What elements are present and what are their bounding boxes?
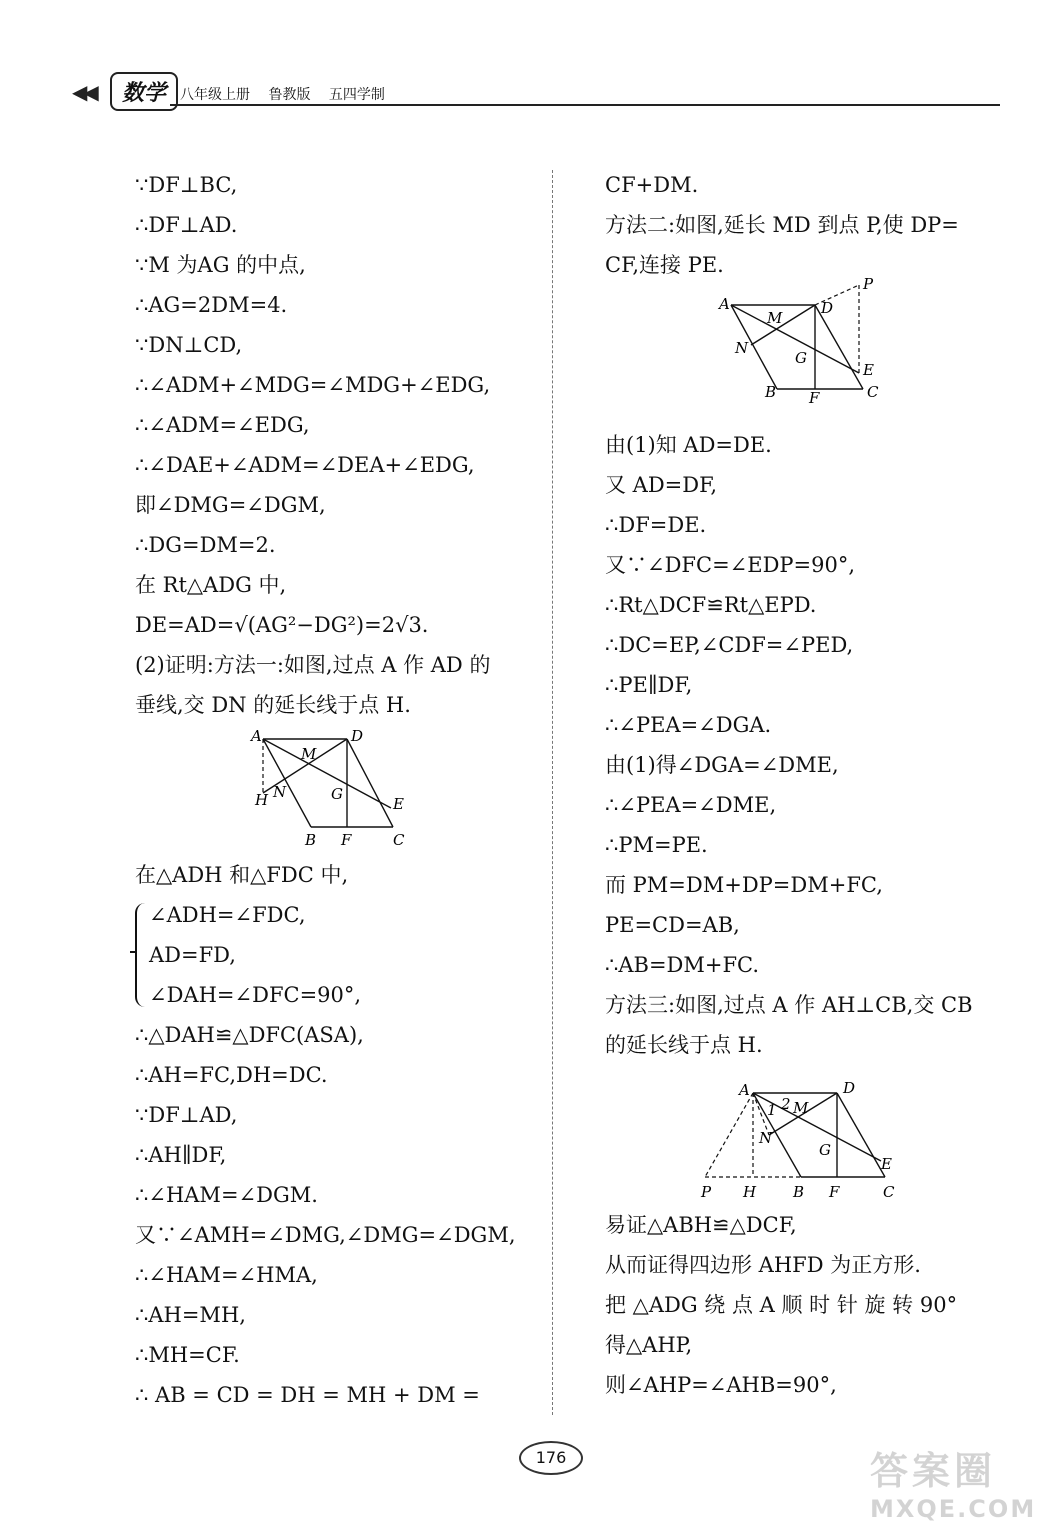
subject-logo: 数学 xyxy=(110,72,178,111)
fig2-segment xyxy=(815,305,863,389)
system-label: 五四学制 xyxy=(328,87,385,103)
fig3-label-c: C xyxy=(883,1183,895,1201)
text-line: ∵M 为AG 的中点, xyxy=(135,253,306,277)
fig1-label-f: F xyxy=(341,831,352,849)
text-line: 易证△ABH≌△DCF, xyxy=(605,1213,797,1237)
text-line: 得△AHP, xyxy=(605,1333,693,1357)
text-line: ∴AB=DM+FC. xyxy=(605,953,760,977)
text-line: ∴∠HAM=∠DGM. xyxy=(135,1183,318,1207)
fig2-label-p: P xyxy=(863,275,874,293)
fig2-segment xyxy=(751,305,815,345)
fig1-label-d: D xyxy=(351,727,364,745)
text-line: CF+DM. xyxy=(605,173,699,197)
watermark xyxy=(870,1440,1040,1530)
fig2-label-g: G xyxy=(795,349,807,367)
fig1-label-a: A xyxy=(251,727,262,745)
text-line: ∴∠PEA=∠DGA. xyxy=(605,713,772,737)
text-line: ∴Rt△DCF≌Rt△EPD. xyxy=(605,593,817,617)
fig3-label-e: E xyxy=(881,1155,892,1173)
text-line: 方法二:如图,延长 MD 到点 P,使 DP= xyxy=(605,213,959,237)
page-header xyxy=(60,70,1000,110)
text-line: ∴∠PEA=∠DME, xyxy=(605,793,777,817)
right-column xyxy=(605,165,1015,1405)
fig3-label-p: P xyxy=(701,1183,712,1201)
text-line: PE=CD=AB, xyxy=(605,913,740,937)
geometry-figure-3 xyxy=(605,1065,1015,1205)
figure-method-two xyxy=(605,275,1015,425)
watermark-en: MXQE.COM xyxy=(870,1495,1037,1523)
fig3-label-g: G xyxy=(819,1141,831,1159)
text-line: 即∠DMG=∠DGM, xyxy=(135,493,326,517)
double-arrow-icon: ◀◀ xyxy=(72,80,95,104)
fig2-label-m: M xyxy=(767,309,783,327)
text-line: ∴PM=PE. xyxy=(605,833,708,857)
left-column xyxy=(135,165,545,1415)
fig2-label-d: D xyxy=(821,299,834,317)
text-line: 在△ADH 和△FDC 中, xyxy=(135,863,349,887)
fig1-segment xyxy=(347,739,393,827)
text-line: ∴∠ADM=∠EDG, xyxy=(135,413,310,437)
text-line: ∴DF⊥AD. xyxy=(135,213,238,237)
fig2-label-c: C xyxy=(867,383,879,401)
text-line: 把 △ADG 绕 点 A 顺 时 针 旋 转 90° xyxy=(605,1293,958,1317)
fig3-label-1: 1 xyxy=(767,1101,777,1119)
text-line: 的延长线于点 H. xyxy=(605,1033,763,1057)
brace-line: ∠ADH=∠FDC, xyxy=(149,903,306,927)
figure-method-one xyxy=(135,725,545,855)
fig2-label-e: E xyxy=(863,361,874,379)
text-line: 由(1)得∠DGA=∠DME, xyxy=(605,753,839,777)
grade-label: 八年级上册 xyxy=(180,87,250,103)
fig1-label-n: N xyxy=(273,783,287,801)
text-line: ∴ AB = CD = DH = MH + DM = xyxy=(135,1383,480,1407)
column-divider xyxy=(552,170,553,1415)
brace-mark xyxy=(135,903,147,1007)
text-line: ∴AG=2DM=4. xyxy=(135,293,288,317)
fig1-label-h: H xyxy=(255,791,269,809)
text-line: 则∠AHP=∠AHB=90°, xyxy=(605,1373,837,1397)
fig1-label-e: E xyxy=(393,795,404,813)
text-line: ∵DF⊥AD, xyxy=(135,1103,238,1127)
text-line: 从而证得四边形 AHFD 为正方形. xyxy=(605,1253,921,1277)
text-line: ∴△DAH≌△DFC(ASA), xyxy=(135,1023,364,1047)
book-info xyxy=(180,84,399,104)
fig2-label-a: A xyxy=(719,295,730,313)
fig3-label-b: B xyxy=(793,1183,805,1201)
geometry-figure-2 xyxy=(605,275,1015,425)
text-line: ∴DG=DM=2. xyxy=(135,533,276,557)
text-line: ∴∠DAE+∠ADM=∠DEA+∠EDG, xyxy=(135,453,475,477)
fig1-label-m: M xyxy=(301,745,317,763)
fig2-label-n: N xyxy=(735,339,749,357)
text-line: ∴AH∥DF, xyxy=(135,1143,227,1167)
text-line: 在 Rt△ADG 中, xyxy=(135,573,287,597)
fig3-label-n: N xyxy=(759,1129,773,1147)
fig3-label-2: 2 xyxy=(781,1095,791,1113)
edition-label: 鲁教版 xyxy=(268,87,311,103)
fig2-label-b: B xyxy=(765,383,777,401)
text-line: ∴∠HAM=∠HMA, xyxy=(135,1263,318,1287)
brace-line: ∠DAH=∠DFC=90°, xyxy=(149,983,362,1007)
header-rule xyxy=(170,104,1000,106)
text-line: 又 AD=DF, xyxy=(605,473,718,497)
text-line: DE=AD=√(AG²−DG²)=2√3. xyxy=(135,613,429,637)
condition-brace xyxy=(135,895,545,1015)
text-line: ∵DN⊥CD, xyxy=(135,333,243,357)
text-line: ∴AH=FC,DH=DC. xyxy=(135,1063,328,1087)
page-number: 176 xyxy=(519,1441,583,1475)
text-line: 又∵∠AMH=∠DMG,∠DMG=∠DGM, xyxy=(135,1223,516,1247)
fig3-label-m: M xyxy=(793,1099,809,1117)
fig1-label-c: C xyxy=(393,831,405,849)
fig3-segment xyxy=(837,1093,885,1177)
brace-line: AD=FD, xyxy=(149,943,236,967)
fig3-label-f: F xyxy=(829,1183,840,1201)
text-line: ∴∠ADM+∠MDG=∠MDG+∠EDG, xyxy=(135,373,491,397)
text-line: 方法三:如图,过点 A 作 AH⊥CB,交 CB xyxy=(605,993,973,1017)
figure-method-three xyxy=(605,1065,1015,1205)
text-line: 又∵∠DFC=∠EDP=90°, xyxy=(605,553,856,577)
fig3-label-d: D xyxy=(843,1079,856,1097)
brace-tip xyxy=(130,951,136,953)
text-line: 垂线,交 DN 的延长线于点 H. xyxy=(135,693,411,717)
text-line: ∴PE∥DF, xyxy=(605,673,693,697)
text-line: 由(1)知 AD=DE. xyxy=(605,433,772,457)
fig1-label-b: B xyxy=(305,831,317,849)
text-line: ∵DF⊥BC, xyxy=(135,173,238,197)
text-line: (2)证明:方法一:如图,过点 A 作 AD 的 xyxy=(135,653,491,677)
text-line: ∴DC=EP,∠CDF=∠PED, xyxy=(605,633,854,657)
text-line: ∴MH=CF. xyxy=(135,1343,240,1367)
fig3-label-a: A xyxy=(739,1081,750,1099)
text-line: CF,连接 PE. xyxy=(605,253,724,277)
geometry-figure-1 xyxy=(135,725,545,855)
fig1-label-g: G xyxy=(331,785,343,803)
watermark-cn: 答案圈 xyxy=(870,1449,997,1493)
text-line: ∴AH=MH, xyxy=(135,1303,246,1327)
fig3-label-h: H xyxy=(743,1183,757,1201)
fig2-label-f: F xyxy=(809,389,820,407)
fig3-dashed xyxy=(705,1093,753,1177)
text-line: 而 PM=DM+DP=DM+FC, xyxy=(605,873,883,897)
text-line: ∴DF=DE. xyxy=(605,513,707,537)
